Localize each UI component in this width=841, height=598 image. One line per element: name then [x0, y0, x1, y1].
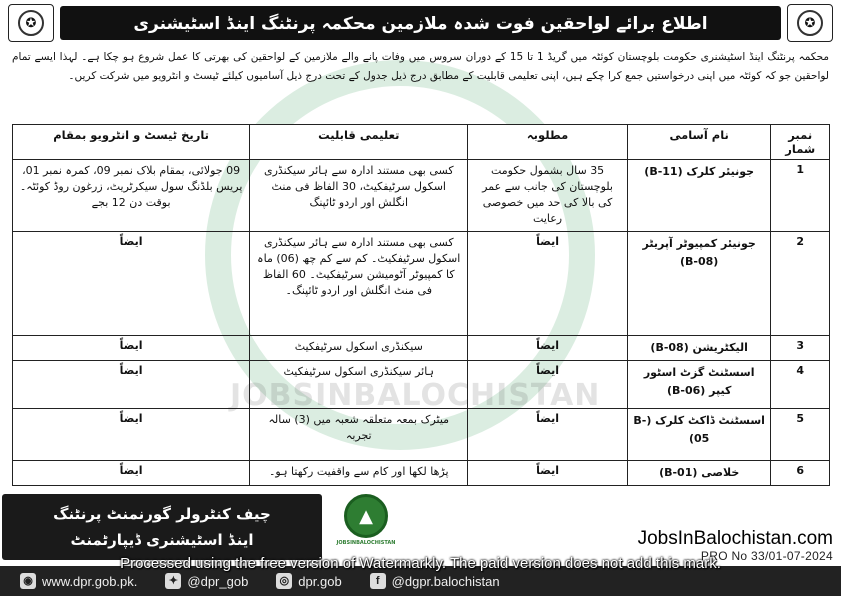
- site-url[interactable]: JobsInBalochistan.com: [637, 528, 833, 549]
- header-post: نام آسامی: [627, 125, 771, 160]
- cell-age: ایضاً: [468, 409, 628, 461]
- page-title: اطلاع برائے لواحقین فوت شدہ ملازمین محکمہ پرنٹنگ اینڈ اسٹیشنری: [133, 13, 708, 34]
- cell-post: جونیئر کمپیوٹر آپریٹر (B-08): [627, 232, 771, 336]
- cell-date: ایضاً: [13, 361, 250, 409]
- cell-age: 35 سال بشمول حکومت بلوچستان کی جانب سے عمر کی بالا کی حد میں خصوصی رعایت: [468, 160, 628, 232]
- pro-number: PRO No 33/01-07-2024: [700, 549, 833, 563]
- seal-icon: ✪: [797, 10, 823, 36]
- table-row: [13, 461, 830, 486]
- header-qualification: تعلیمی قابلیت: [250, 125, 468, 160]
- cell-post: الیکٹریشن (B-08): [627, 336, 771, 361]
- cell-number: 5: [771, 409, 830, 461]
- cell-qualification: پڑھا لکھا اور کام سے واقفیت رکھتا ہو۔: [250, 461, 468, 486]
- instagram-icon: ◎: [276, 573, 292, 589]
- cell-date: ایضاً: [13, 336, 250, 361]
- table-row: [13, 361, 830, 409]
- intro-paragraph: محکمہ پرنٹنگ اینڈ اسٹیشنری حکومت بلوچستان کوئٹہ میں گریڈ 1 تا 15 کے دوران سروس میں وفات پانے والے ملازمین کے لواحقین کی بھرتی کا عمل شروع ہو چکا ہے۔ لہذا ایسے تمام لواحقین جو کہ کوئٹہ میں اپنی درخواستیں جمع کرا چکے ہیں، اپنی تعلیمی قابلیت کے مطابق درج ذیل جدول کے تحت درج ذیل آسامیوں کیلئے ٹیسٹ و انٹرویو میں شرکت کریں۔: [12, 51, 830, 82]
- social-twitter-label: @dpr_gob: [187, 573, 249, 589]
- government-logo-right: [787, 4, 833, 42]
- watermarkly-notice: Processed using the free version of Watermarkly. The paid version does not add this mark.: [120, 555, 721, 572]
- header-number: نمبر شمار: [771, 125, 830, 160]
- facebook-icon: f: [370, 573, 386, 589]
- social-website[interactable]: [20, 573, 137, 589]
- social-website-label: www.dpr.gob.pk.: [42, 573, 138, 589]
- authority-line-1: چیف کنٹرولر گورنمنٹ پرنٹنگ: [53, 505, 271, 523]
- cell-post: اسسٹنٹ ڈاکٹ کلرک (B-05): [627, 409, 771, 461]
- header-age: مطلوبہ: [468, 125, 628, 160]
- table-row: [13, 232, 830, 336]
- social-facebook[interactable]: [370, 573, 500, 589]
- logo-caption: JOBSINBALOCHISTAN: [336, 540, 396, 546]
- twitter-icon: ✦: [165, 573, 181, 589]
- social-instagram[interactable]: [276, 573, 341, 589]
- mountain-logo-icon: ▲: [344, 494, 388, 538]
- header-banner: [8, 4, 833, 42]
- table-row: [13, 160, 830, 232]
- social-instagram-label: dpr.gob: [298, 573, 342, 589]
- cell-age: ایضاً: [468, 232, 628, 336]
- authority-line-2: اینڈ اسٹیشنری ڈیپارٹمنٹ: [70, 531, 254, 549]
- government-logo-left: [8, 4, 54, 42]
- header-date: تاریخ ٹیسٹ و انٹرویو بمقام: [13, 125, 250, 160]
- cell-qualification: کسی بھی مستند ادارہ سے ہائر سیکنڈری اسکول سرٹیفکیٹ۔ کم سے کم چھ (06) ماہ کا کمپیوٹر آٹومیشن سرٹیفکیٹ۔ 60 الفاظ فی منٹ انگلش اور اردو ٹائپنگ۔: [250, 232, 468, 336]
- cell-date: 09 جولائی، بمقام بلاک نمبر 09، کمرہ نمبر 01، پریس بلڈنگ سول سیکرٹریٹ، زرغون روڈ کوئٹہ۔ بوقت دن 12 بجے: [13, 160, 250, 232]
- cell-age: ایضاً: [468, 361, 628, 409]
- issuing-authority-box: [2, 494, 322, 560]
- jobsinbalochistan-logo: [335, 494, 397, 554]
- cell-number: 6: [771, 461, 830, 486]
- cell-number: 2: [771, 232, 830, 336]
- cell-number: 1: [771, 160, 830, 232]
- cell-qualification: ہائر سیکنڈری اسکول سرٹیفکیٹ: [250, 361, 468, 409]
- social-facebook-label: @dgpr.balochistan: [391, 573, 500, 589]
- cell-post: جونیئر کلرک (B-11): [627, 160, 771, 232]
- social-links-bar: [0, 566, 841, 596]
- table-row: [13, 336, 830, 361]
- cell-date: ایضاً: [13, 461, 250, 486]
- cell-date: ایضاً: [13, 409, 250, 461]
- cell-number: 3: [771, 336, 830, 361]
- seal-icon: ✪: [18, 10, 44, 36]
- posts-table: [12, 124, 830, 486]
- title-bar: [60, 6, 781, 40]
- background-watermark-text: JOBSINBALOCHISTAN: [230, 378, 601, 413]
- table-header-row: [13, 125, 830, 160]
- table-row: [13, 409, 830, 461]
- cell-qualification: میٹرک بمعہ متعلقہ شعبہ میں (3) سالہ تجربہ: [250, 409, 468, 461]
- cell-age: ایضاً: [468, 336, 628, 361]
- cell-age: ایضاً: [468, 461, 628, 486]
- cell-post: خلاصی (B-01): [627, 461, 771, 486]
- cell-qualification: سیکنڈری اسکول سرٹیفکیٹ: [250, 336, 468, 361]
- cell-qualification: کسی بھی مستند ادارہ سے ہائر سیکنڈری اسکول سرٹیفکیٹ، 30 الفاظ فی منٹ انگلش اور اردو ٹائپنگ: [250, 160, 468, 232]
- cell-date: ایضاً: [13, 232, 250, 336]
- cell-post: اسسٹنٹ گزٹ اسٹور کیپر (B-06): [627, 361, 771, 409]
- social-twitter[interactable]: [165, 573, 248, 589]
- cell-number: 4: [771, 361, 830, 409]
- globe-icon: ◉: [20, 573, 36, 589]
